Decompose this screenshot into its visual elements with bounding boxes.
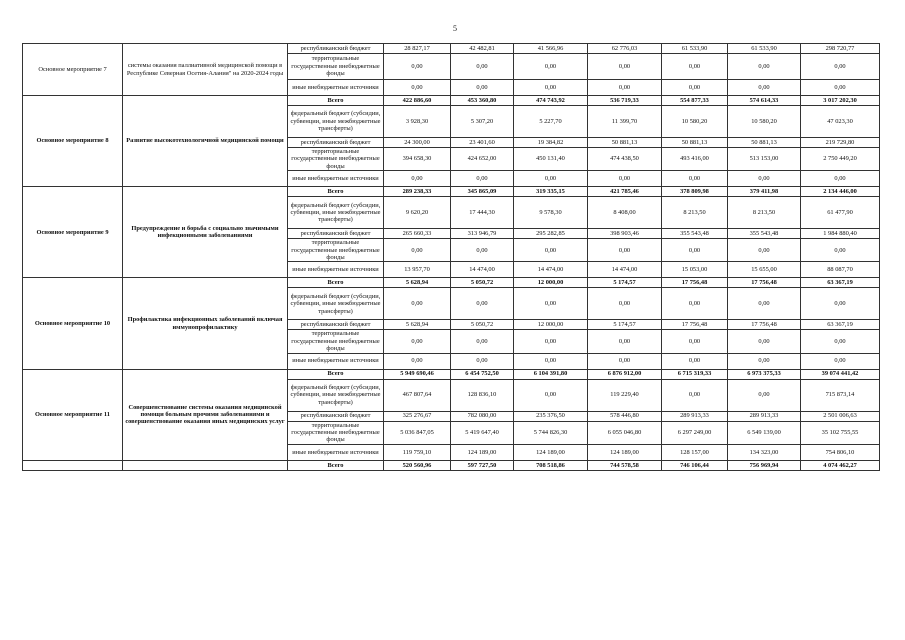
amount-cell: 61 533,90 <box>662 44 728 54</box>
amount-cell: 6 549 139,00 <box>728 421 801 444</box>
amount-cell: 24 300,00 <box>384 138 451 148</box>
amount-cell: 5 628,94 <box>384 278 451 288</box>
amount-cell: 19 384,82 <box>514 138 588 148</box>
funding-source-cell: иные внебюджетные источники <box>288 444 384 460</box>
amount-cell: 5 036 847,05 <box>384 421 451 444</box>
amount-cell: 3 928,30 <box>384 106 451 138</box>
amount-cell: 746 106,44 <box>662 460 728 470</box>
amount-cell: 1 984 880,40 <box>801 229 880 239</box>
amount-cell: 5 419 647,40 <box>451 421 514 444</box>
amount-cell: 0,00 <box>451 80 514 96</box>
amount-cell: 379 411,98 <box>728 187 801 197</box>
amount-cell: 17 756,48 <box>728 278 801 288</box>
amount-cell: 124 189,00 <box>451 444 514 460</box>
amount-cell: 355 543,48 <box>662 229 728 239</box>
amount-cell: 0,00 <box>384 80 451 96</box>
funding-source-cell: Всего <box>288 187 384 197</box>
amount-cell: 14 474,00 <box>514 262 588 278</box>
amount-cell: 0,00 <box>662 171 728 187</box>
amount-cell: 0,00 <box>451 288 514 320</box>
amount-cell: 13 957,70 <box>384 262 451 278</box>
funding-source-cell: федеральный бюджет (субсидии, субвенции, иные межбюджетные трансферты) <box>288 288 384 320</box>
amount-cell: 50 881,13 <box>728 138 801 148</box>
amount-cell: 0,00 <box>801 239 880 262</box>
amount-cell: 313 946,79 <box>451 229 514 239</box>
amount-cell: 0,00 <box>588 239 662 262</box>
amount-cell: 513 153,00 <box>728 148 801 171</box>
amount-cell: 219 729,80 <box>801 138 880 148</box>
amount-cell: 12 000,00 <box>514 278 588 288</box>
amount-cell: 467 807,64 <box>384 379 451 411</box>
amount-cell: 0,00 <box>514 330 588 353</box>
amount-cell: 0,00 <box>384 54 451 80</box>
amount-cell: 128 157,00 <box>662 444 728 460</box>
amount-cell: 61 533,90 <box>728 44 801 54</box>
amount-cell: 0,00 <box>728 54 801 80</box>
amount-cell: 0,00 <box>801 171 880 187</box>
funding-source-cell: территориальные государственные внебюджетные фонды <box>288 148 384 171</box>
amount-cell: 35 102 755,55 <box>801 421 880 444</box>
amount-cell: 0,00 <box>662 80 728 96</box>
amount-cell: 5 050,72 <box>451 320 514 330</box>
table-row <box>23 44 880 54</box>
funding-source-cell: иные внебюджетные источники <box>288 171 384 187</box>
total-row <box>23 278 880 288</box>
amount-cell: 124 189,00 <box>588 444 662 460</box>
amount-cell: 0,00 <box>514 80 588 96</box>
amount-cell: 50 881,13 <box>588 138 662 148</box>
amount-cell: 2 501 006,63 <box>801 411 880 421</box>
amount-cell: 289 913,33 <box>728 411 801 421</box>
amount-cell: 355 543,48 <box>728 229 801 239</box>
amount-cell: 0,00 <box>588 171 662 187</box>
funding-source-cell: иные внебюджетные источники <box>288 80 384 96</box>
total-row <box>23 369 880 379</box>
amount-cell: 578 446,80 <box>588 411 662 421</box>
amount-cell: 0,00 <box>514 54 588 80</box>
amount-cell: 536 719,33 <box>588 96 662 106</box>
amount-cell: 14 474,00 <box>451 262 514 278</box>
amount-cell: 6 055 046,80 <box>588 421 662 444</box>
total-row <box>23 96 880 106</box>
amount-cell: 744 578,58 <box>588 460 662 470</box>
amount-cell: 23 401,60 <box>451 138 514 148</box>
amount-cell: 0,00 <box>384 353 451 369</box>
amount-cell: 0,00 <box>451 171 514 187</box>
amount-cell: 0,00 <box>384 330 451 353</box>
amount-cell: 17 756,48 <box>728 320 801 330</box>
amount-cell: 0,00 <box>728 379 801 411</box>
amount-cell: 41 566,96 <box>514 44 588 54</box>
amount-cell: 28 827,17 <box>384 44 451 54</box>
amount-cell: 0,00 <box>588 80 662 96</box>
amount-cell: 6 715 319,33 <box>662 369 728 379</box>
amount-cell: 0,00 <box>662 288 728 320</box>
amount-cell: 39 074 441,42 <box>801 369 880 379</box>
amount-cell: 319 335,15 <box>514 187 588 197</box>
amount-cell: 0,00 <box>728 330 801 353</box>
funding-source-cell: территориальные государственные внебюджетные фонды <box>288 330 384 353</box>
amount-cell: 5 174,57 <box>588 320 662 330</box>
amount-cell: 6 973 375,33 <box>728 369 801 379</box>
amount-cell: 0,00 <box>384 239 451 262</box>
funding-source-cell: территориальные государственные внебюджетные фонды <box>288 54 384 80</box>
amount-cell: 554 877,33 <box>662 96 728 106</box>
amount-cell: 8 408,00 <box>588 197 662 229</box>
amount-cell: 345 865,09 <box>451 187 514 197</box>
amount-cell: 298 720,77 <box>801 44 880 54</box>
amount-cell: 11 399,70 <box>588 106 662 138</box>
amount-cell: 119 229,40 <box>588 379 662 411</box>
amount-cell: 9 620,20 <box>384 197 451 229</box>
amount-cell: 61 477,90 <box>801 197 880 229</box>
amount-cell: 756 969,94 <box>728 460 801 470</box>
funding-source-cell: Всего <box>288 96 384 106</box>
activity-cell: Основное мероприятие 10 <box>23 278 123 369</box>
page-number: 5 <box>453 24 457 33</box>
funding-source-cell: федеральный бюджет (субсидии, субвенции, иные межбюджетные трансферты) <box>288 197 384 229</box>
amount-cell: 0,00 <box>662 54 728 80</box>
funding-source-cell: иные внебюджетные источники <box>288 262 384 278</box>
amount-cell: 10 580,20 <box>728 106 801 138</box>
amount-cell: 6 876 912,00 <box>588 369 662 379</box>
amount-cell: 597 727,50 <box>451 460 514 470</box>
amount-cell: 0,00 <box>728 353 801 369</box>
funding-source-cell: федеральный бюджет (субсидии, субвенции, иные межбюджетные трансферты) <box>288 379 384 411</box>
amount-cell: 0,00 <box>588 330 662 353</box>
activity-name-cell: Развитие высокотехнологичной медицинской помощи <box>123 96 288 187</box>
amount-cell: 0,00 <box>801 288 880 320</box>
amount-cell: 63 367,19 <box>801 320 880 330</box>
amount-cell: 5 050,72 <box>451 278 514 288</box>
amount-cell: 0,00 <box>662 239 728 262</box>
amount-cell: 134 323,00 <box>728 444 801 460</box>
activity-name-cell <box>123 460 288 470</box>
amount-cell: 520 560,96 <box>384 460 451 470</box>
amount-cell: 493 416,00 <box>662 148 728 171</box>
amount-cell: 0,00 <box>728 239 801 262</box>
amount-cell: 5 744 826,30 <box>514 421 588 444</box>
funding-source-cell: республиканский бюджет <box>288 229 384 239</box>
amount-cell: 289 913,33 <box>662 411 728 421</box>
amount-cell: 6 297 249,00 <box>662 421 728 444</box>
amount-cell: 289 238,33 <box>384 187 451 197</box>
activity-cell: Основное мероприятие 7 <box>23 44 123 96</box>
amount-cell: 0,00 <box>801 80 880 96</box>
activity-name-cell: Профилактика инфекционных заболеваний включая иммунопрофилактику <box>123 278 288 369</box>
activity-name-cell: Совершенствование системы оказания медицинской помощи больным прочими заболеваниями и совершенствование оказания иных медицинских услуг <box>123 369 288 460</box>
amount-cell: 2 750 449,20 <box>801 148 880 171</box>
amount-cell: 0,00 <box>801 330 880 353</box>
amount-cell: 474 743,92 <box>514 96 588 106</box>
amount-cell: 0,00 <box>588 54 662 80</box>
amount-cell: 0,00 <box>514 379 588 411</box>
amount-cell: 50 881,13 <box>662 138 728 148</box>
amount-cell: 9 578,30 <box>514 197 588 229</box>
amount-cell: 325 276,67 <box>384 411 451 421</box>
amount-cell: 0,00 <box>451 54 514 80</box>
amount-cell: 63 367,19 <box>801 278 880 288</box>
amount-cell: 424 652,00 <box>451 148 514 171</box>
amount-cell: 47 023,30 <box>801 106 880 138</box>
budget-table <box>22 43 880 471</box>
amount-cell: 6 454 752,50 <box>451 369 514 379</box>
amount-cell: 422 886,60 <box>384 96 451 106</box>
amount-cell: 398 903,46 <box>588 229 662 239</box>
total-row <box>23 187 880 197</box>
amount-cell: 0,00 <box>728 171 801 187</box>
amount-cell: 88 087,70 <box>801 262 880 278</box>
amount-cell: 0,00 <box>588 288 662 320</box>
amount-cell: 708 518,86 <box>514 460 588 470</box>
funding-source-cell: республиканский бюджет <box>288 411 384 421</box>
amount-cell: 5 174,57 <box>588 278 662 288</box>
amount-cell: 0,00 <box>514 288 588 320</box>
amount-cell: 754 806,10 <box>801 444 880 460</box>
amount-cell: 119 759,10 <box>384 444 451 460</box>
amount-cell: 782 080,00 <box>451 411 514 421</box>
funding-source-cell: Всего <box>288 369 384 379</box>
amount-cell: 5 949 690,46 <box>384 369 451 379</box>
amount-cell: 5 227,70 <box>514 106 588 138</box>
amount-cell: 15 053,00 <box>662 262 728 278</box>
amount-cell: 0,00 <box>451 353 514 369</box>
amount-cell: 0,00 <box>451 330 514 353</box>
funding-source-cell: Всего <box>288 278 384 288</box>
amount-cell: 574 614,33 <box>728 96 801 106</box>
amount-cell: 715 873,14 <box>801 379 880 411</box>
amount-cell: 378 809,98 <box>662 187 728 197</box>
amount-cell: 17 756,48 <box>662 278 728 288</box>
funding-source-cell: федеральный бюджет (субсидии, субвенции, иные межбюджетные трансферты) <box>288 106 384 138</box>
activity-name-cell: Предупреждение и борьба с социально значимыми инфекционными заболеваниями <box>123 187 288 278</box>
amount-cell: 0,00 <box>451 239 514 262</box>
amount-cell: 0,00 <box>514 239 588 262</box>
funding-source-cell: республиканский бюджет <box>288 44 384 54</box>
funding-source-cell: республиканский бюджет <box>288 138 384 148</box>
activity-name-cell: системы оказания паллиативной медицинской помощи в Республике Северная Осетия-Алания" на 2020-2024 годы <box>123 44 288 96</box>
amount-cell: 4 074 462,27 <box>801 460 880 470</box>
funding-source-cell: территориальные государственные внебюджетные фонды <box>288 421 384 444</box>
amount-cell: 2 134 446,00 <box>801 187 880 197</box>
amount-cell: 14 474,00 <box>588 262 662 278</box>
amount-cell: 0,00 <box>662 353 728 369</box>
amount-cell: 8 213,50 <box>728 197 801 229</box>
amount-cell: 17 756,48 <box>662 320 728 330</box>
amount-cell: 0,00 <box>384 288 451 320</box>
amount-cell: 394 658,30 <box>384 148 451 171</box>
amount-cell: 0,00 <box>728 288 801 320</box>
amount-cell: 295 282,85 <box>514 229 588 239</box>
amount-cell: 5 628,94 <box>384 320 451 330</box>
amount-cell: 0,00 <box>514 171 588 187</box>
activity-cell: Основное мероприятие 8 <box>23 96 123 187</box>
amount-cell: 62 776,03 <box>588 44 662 54</box>
amount-cell: 15 655,00 <box>728 262 801 278</box>
amount-cell: 421 785,46 <box>588 187 662 197</box>
amount-cell: 12 000,00 <box>514 320 588 330</box>
amount-cell: 124 189,00 <box>514 444 588 460</box>
activity-cell: Основное мероприятие 9 <box>23 187 123 278</box>
funding-source-cell: территориальные государственные внебюджетные фонды <box>288 239 384 262</box>
amount-cell: 0,00 <box>801 353 880 369</box>
total-row <box>23 460 880 470</box>
amount-cell: 128 836,10 <box>451 379 514 411</box>
amount-cell: 5 307,20 <box>451 106 514 138</box>
amount-cell: 0,00 <box>801 54 880 80</box>
amount-cell: 453 360,80 <box>451 96 514 106</box>
amount-cell: 0,00 <box>662 379 728 411</box>
amount-cell: 0,00 <box>384 171 451 187</box>
amount-cell: 3 017 202,30 <box>801 96 880 106</box>
amount-cell: 0,00 <box>514 353 588 369</box>
amount-cell: 474 438,50 <box>588 148 662 171</box>
amount-cell: 0,00 <box>728 80 801 96</box>
amount-cell: 42 482,81 <box>451 44 514 54</box>
amount-cell: 8 213,50 <box>662 197 728 229</box>
amount-cell: 6 104 391,80 <box>514 369 588 379</box>
activity-cell: Основное мероприятие 11 <box>23 369 123 460</box>
funding-source-cell: иные внебюджетные источники <box>288 353 384 369</box>
amount-cell: 265 660,33 <box>384 229 451 239</box>
amount-cell: 0,00 <box>662 330 728 353</box>
amount-cell: 10 580,20 <box>662 106 728 138</box>
activity-cell <box>23 460 123 470</box>
amount-cell: 17 444,30 <box>451 197 514 229</box>
funding-source-cell: республиканский бюджет <box>288 320 384 330</box>
amount-cell: 235 376,50 <box>514 411 588 421</box>
amount-cell: 450 131,40 <box>514 148 588 171</box>
amount-cell: 0,00 <box>588 353 662 369</box>
funding-source-cell: Всего <box>288 460 384 470</box>
